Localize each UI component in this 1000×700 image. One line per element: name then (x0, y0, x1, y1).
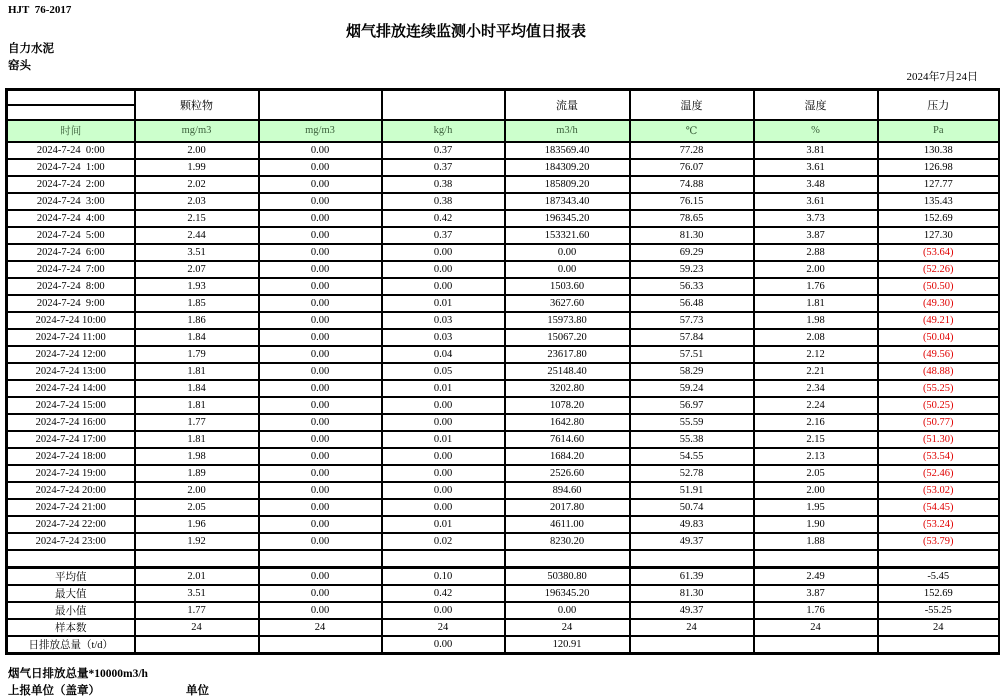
value-cell: (50.50) (878, 278, 1000, 295)
value-cell: (50.25) (878, 397, 1000, 414)
summary-row (7, 568, 1000, 586)
value-cell: (49.21) (878, 312, 1000, 329)
row-label-cell: 2024-7-24 0:00 (7, 142, 135, 159)
summary-row (7, 602, 1000, 619)
row-label-cell: 2024-7-24 21:00 (7, 499, 135, 516)
value-cell: 187343.40 (505, 193, 630, 210)
value-cell: 49.37 (630, 533, 754, 550)
value-cell: 0.01 (382, 431, 505, 448)
value-cell: 81.30 (630, 585, 754, 602)
table-row (7, 533, 1000, 550)
unit-label: 单位 (186, 685, 209, 697)
summary-row (7, 585, 1000, 602)
value-cell (135, 550, 259, 568)
value-cell: 0.00 (259, 380, 382, 397)
table-row (7, 227, 1000, 244)
value-cell: -55.25 (878, 602, 1000, 619)
value-cell: 1.76 (754, 278, 878, 295)
value-cell: 0.00 (259, 244, 382, 261)
value-cell: 1.76 (754, 602, 878, 619)
header-row-top (7, 90, 1000, 105)
value-cell: 2.15 (135, 210, 259, 227)
table-row (7, 312, 1000, 329)
value-cell: 1.81 (135, 363, 259, 380)
table-row (7, 193, 1000, 210)
row-label-cell: 最大值 (7, 585, 135, 602)
value-cell: 24 (505, 619, 630, 636)
unit-time-label: 时间 (7, 120, 135, 142)
row-label-cell: 最小值 (7, 602, 135, 619)
value-cell: 0.00 (259, 363, 382, 380)
value-cell: 15067.20 (505, 329, 630, 346)
value-cell: (53.79) (878, 533, 1000, 550)
row-label-cell: 2024-7-24 16:00 (7, 414, 135, 431)
table-row (7, 482, 1000, 499)
value-cell: 1.98 (135, 448, 259, 465)
value-cell: 0.02 (382, 533, 505, 550)
row-label-cell: 2024-7-24 14:00 (7, 380, 135, 397)
value-cell: (50.04) (878, 329, 1000, 346)
value-cell: 0.00 (259, 602, 382, 619)
row-label-cell: 2024-7-24 19:00 (7, 465, 135, 482)
row-label-cell: 日排放总量（t/d） (7, 636, 135, 654)
value-cell: 69.29 (630, 244, 754, 261)
value-cell: 3.87 (754, 585, 878, 602)
footnote-flow-total: 烟气日排放总量*10000m3/h (8, 668, 148, 680)
unit-percent: % (754, 120, 878, 142)
value-cell (754, 636, 878, 654)
row-label-cell: 平均值 (7, 568, 135, 586)
value-cell: 0.00 (382, 448, 505, 465)
value-cell: 55.38 (630, 431, 754, 448)
value-cell: 0.00 (505, 244, 630, 261)
header-blank-col3 (259, 90, 382, 120)
table-row (7, 346, 1000, 363)
value-cell: 0.00 (259, 278, 382, 295)
row-label-cell: 2024-7-24 4:00 (7, 210, 135, 227)
value-cell: 57.84 (630, 329, 754, 346)
unit-pa: Pa (878, 120, 1000, 142)
value-cell: 0.05 (382, 363, 505, 380)
value-cell: 1.96 (135, 516, 259, 533)
value-cell: 2017.80 (505, 499, 630, 516)
header-pressure: 压力 (878, 90, 1000, 120)
value-cell: 0.00 (259, 431, 382, 448)
units-row (7, 120, 1000, 142)
value-cell: (53.02) (878, 482, 1000, 499)
value-cell: 1.92 (135, 533, 259, 550)
value-cell: 24 (135, 619, 259, 636)
spacer-row (7, 550, 1000, 568)
value-cell: (52.26) (878, 261, 1000, 278)
table-body (7, 142, 1000, 654)
table-row (7, 431, 1000, 448)
value-cell (259, 636, 382, 654)
value-cell: 55.59 (630, 414, 754, 431)
unit-m3-h: m3/h (505, 120, 630, 142)
table-row (7, 363, 1000, 380)
value-cell (630, 636, 754, 654)
value-cell: 2.49 (754, 568, 878, 586)
value-cell: 1.81 (135, 397, 259, 414)
value-cell: 120.91 (505, 636, 630, 654)
value-cell: 0.00 (382, 397, 505, 414)
value-cell (754, 550, 878, 568)
header-blank-col4 (382, 90, 505, 120)
value-cell: 183569.40 (505, 142, 630, 159)
value-cell: 0.00 (382, 636, 505, 654)
value-cell: 0.42 (382, 210, 505, 227)
unit-mg-m3-2: mg/m3 (259, 120, 382, 142)
value-cell: 0.00 (259, 465, 382, 482)
value-cell: 1.81 (135, 431, 259, 448)
row-label-cell: 2024-7-24 12:00 (7, 346, 135, 363)
value-cell: 1.90 (754, 516, 878, 533)
value-cell: 52.78 (630, 465, 754, 482)
value-cell: (53.64) (878, 244, 1000, 261)
value-cell (878, 550, 1000, 568)
value-cell (878, 636, 1000, 654)
value-cell: 152.69 (878, 210, 1000, 227)
table-row (7, 397, 1000, 414)
table-row (7, 142, 1000, 159)
table-row (7, 176, 1000, 193)
value-cell: 0.00 (259, 346, 382, 363)
value-cell: 0.00 (259, 176, 382, 193)
value-cell: 81.30 (630, 227, 754, 244)
unit-celsius: ℃ (630, 120, 754, 142)
value-cell: 24 (754, 619, 878, 636)
value-cell: 0.37 (382, 142, 505, 159)
value-cell: 3.61 (754, 159, 878, 176)
value-cell: 1078.20 (505, 397, 630, 414)
value-cell: 127.77 (878, 176, 1000, 193)
value-cell: (53.54) (878, 448, 1000, 465)
row-label-cell: 2024-7-24 18:00 (7, 448, 135, 465)
header-flow: 流量 (505, 90, 630, 120)
value-cell: 0.00 (259, 261, 382, 278)
row-label-cell: 2024-7-24 9:00 (7, 295, 135, 312)
value-cell: 2526.60 (505, 465, 630, 482)
row-label-cell: 2024-7-24 10:00 (7, 312, 135, 329)
value-cell: 2.05 (135, 499, 259, 516)
value-cell: (53.24) (878, 516, 1000, 533)
value-cell: 23617.80 (505, 346, 630, 363)
table-row (7, 295, 1000, 312)
value-cell: 49.37 (630, 602, 754, 619)
value-cell: 1.88 (754, 533, 878, 550)
row-label-cell: 2024-7-24 7:00 (7, 261, 135, 278)
reporting-org-label: 上报单位（盖章） (8, 685, 100, 697)
standard-code: HJT 76-2017 (8, 4, 72, 16)
value-cell: 894.60 (505, 482, 630, 499)
value-cell: 76.07 (630, 159, 754, 176)
row-label-cell: 2024-7-24 6:00 (7, 244, 135, 261)
value-cell: 24 (382, 619, 505, 636)
value-cell: 135.43 (878, 193, 1000, 210)
value-cell: 0.00 (259, 397, 382, 414)
row-label-cell: 2024-7-24 8:00 (7, 278, 135, 295)
row-label-cell: 2024-7-24 22:00 (7, 516, 135, 533)
value-cell: 2.24 (754, 397, 878, 414)
value-cell: 2.00 (135, 142, 259, 159)
value-cell: 3627.60 (505, 295, 630, 312)
value-cell: 196345.20 (505, 210, 630, 227)
value-cell: 2.15 (754, 431, 878, 448)
value-cell: 0.42 (382, 585, 505, 602)
value-cell: 58.29 (630, 363, 754, 380)
value-cell: 77.28 (630, 142, 754, 159)
value-cell: 57.51 (630, 346, 754, 363)
table-row (7, 414, 1000, 431)
value-cell: 50.74 (630, 499, 754, 516)
value-cell: 2.03 (135, 193, 259, 210)
summary-row (7, 636, 1000, 654)
value-cell: 56.97 (630, 397, 754, 414)
value-cell: 0.38 (382, 193, 505, 210)
value-cell: 56.48 (630, 295, 754, 312)
value-cell: 8230.20 (505, 533, 630, 550)
row-label-cell: 2024-7-24 1:00 (7, 159, 135, 176)
row-label-cell: 2024-7-24 23:00 (7, 533, 135, 550)
value-cell: 3202.80 (505, 380, 630, 397)
value-cell: 76.15 (630, 193, 754, 210)
value-cell: 2.13 (754, 448, 878, 465)
value-cell: 0.00 (382, 482, 505, 499)
value-cell: (50.77) (878, 414, 1000, 431)
value-cell: 1.79 (135, 346, 259, 363)
value-cell: 2.44 (135, 227, 259, 244)
value-cell: 0.00 (259, 210, 382, 227)
value-cell: 3.87 (754, 227, 878, 244)
value-cell: 50380.80 (505, 568, 630, 586)
value-cell: 56.33 (630, 278, 754, 295)
value-cell: 0.00 (259, 312, 382, 329)
value-cell: 1.98 (754, 312, 878, 329)
row-label-cell: 2024-7-24 13:00 (7, 363, 135, 380)
value-cell: 49.83 (630, 516, 754, 533)
value-cell: 3.81 (754, 142, 878, 159)
value-cell: 1.89 (135, 465, 259, 482)
value-cell: 1.85 (135, 295, 259, 312)
value-cell: -5.45 (878, 568, 1000, 586)
monitor-point-name: 窑头 (8, 60, 31, 72)
value-cell: 0.00 (382, 499, 505, 516)
company-name: 自力水泥 (8, 43, 54, 55)
value-cell: (48.88) (878, 363, 1000, 380)
value-cell: 0.00 (259, 482, 382, 499)
row-label-cell: 2024-7-24 11:00 (7, 329, 135, 346)
table-row (7, 261, 1000, 278)
header-empty-top-cell (7, 90, 135, 105)
value-cell: 1503.60 (505, 278, 630, 295)
value-cell: 3.73 (754, 210, 878, 227)
value-cell: 0.00 (382, 278, 505, 295)
value-cell: 2.05 (754, 465, 878, 482)
value-cell: 0.00 (505, 261, 630, 278)
value-cell: 2.07 (135, 261, 259, 278)
value-cell: (49.30) (878, 295, 1000, 312)
value-cell (135, 636, 259, 654)
value-cell: 0.01 (382, 380, 505, 397)
value-cell: 1.77 (135, 414, 259, 431)
value-cell: 0.00 (505, 602, 630, 619)
value-cell: 24 (630, 619, 754, 636)
value-cell: 0.00 (259, 585, 382, 602)
value-cell: 7614.60 (505, 431, 630, 448)
report-table (5, 88, 1000, 655)
value-cell: 0.01 (382, 295, 505, 312)
value-cell: 0.00 (259, 295, 382, 312)
unit-kg-h: kg/h (382, 120, 505, 142)
value-cell: 185809.20 (505, 176, 630, 193)
value-cell: 1.81 (754, 295, 878, 312)
value-cell: (55.25) (878, 380, 1000, 397)
unit-mg-m3-1: mg/m3 (135, 120, 259, 142)
value-cell (630, 550, 754, 568)
table-row (7, 499, 1000, 516)
header-particulate: 颗粒物 (135, 90, 259, 120)
value-cell (259, 550, 382, 568)
header-humidity: 湿度 (754, 90, 878, 120)
header-empty-bottom-cell (7, 105, 135, 120)
value-cell: 59.24 (630, 380, 754, 397)
value-cell: 0.00 (259, 499, 382, 516)
value-cell: 0.00 (259, 193, 382, 210)
value-cell: 152.69 (878, 585, 1000, 602)
row-label-cell: 2024-7-24 20:00 (7, 482, 135, 499)
table-row (7, 210, 1000, 227)
value-cell: 1.84 (135, 329, 259, 346)
value-cell: 0.01 (382, 516, 505, 533)
value-cell: 74.88 (630, 176, 754, 193)
value-cell: 0.38 (382, 176, 505, 193)
value-cell: 196345.20 (505, 585, 630, 602)
table-row (7, 329, 1000, 346)
summary-row (7, 619, 1000, 636)
value-cell: (51.30) (878, 431, 1000, 448)
value-cell: 0.00 (382, 244, 505, 261)
value-cell: 0.00 (382, 465, 505, 482)
value-cell: (52.46) (878, 465, 1000, 482)
value-cell: 153321.60 (505, 227, 630, 244)
value-cell: 0.10 (382, 568, 505, 586)
value-cell: 4611.00 (505, 516, 630, 533)
value-cell: 0.04 (382, 346, 505, 363)
value-cell: 126.98 (878, 159, 1000, 176)
value-cell: 1.95 (754, 499, 878, 516)
row-label-cell: 2024-7-24 15:00 (7, 397, 135, 414)
value-cell: 1684.20 (505, 448, 630, 465)
value-cell: 0.00 (259, 414, 382, 431)
value-cell: 0.00 (259, 227, 382, 244)
value-cell (505, 550, 630, 568)
value-cell: 0.00 (259, 142, 382, 159)
value-cell: 130.38 (878, 142, 1000, 159)
value-cell: 2.34 (754, 380, 878, 397)
value-cell: 0.00 (259, 533, 382, 550)
report-title: 烟气排放连续监测小时平均值日报表 (345, 24, 586, 40)
value-cell: 1.77 (135, 602, 259, 619)
header-temperature: 温度 (630, 90, 754, 120)
value-cell: 3.51 (135, 585, 259, 602)
table-row (7, 380, 1000, 397)
value-cell: 54.55 (630, 448, 754, 465)
row-label-cell: 2024-7-24 5:00 (7, 227, 135, 244)
value-cell: 0.00 (259, 516, 382, 533)
value-cell: 0.00 (259, 329, 382, 346)
value-cell: 2.00 (135, 482, 259, 499)
value-cell: 184309.20 (505, 159, 630, 176)
value-cell: 2.00 (754, 482, 878, 499)
value-cell: 3.51 (135, 244, 259, 261)
value-cell: 0.00 (259, 159, 382, 176)
value-cell: 2.00 (754, 261, 878, 278)
row-label-cell: 2024-7-24 17:00 (7, 431, 135, 448)
value-cell: 1.93 (135, 278, 259, 295)
value-cell: 15973.80 (505, 312, 630, 329)
value-cell: 2.01 (135, 568, 259, 586)
value-cell: 0.03 (382, 329, 505, 346)
row-label-cell: 样本数 (7, 619, 135, 636)
report-date: 2024年7月24日 (906, 71, 978, 83)
value-cell: 0.00 (382, 602, 505, 619)
value-cell: 24 (878, 619, 1000, 636)
value-cell: (49.56) (878, 346, 1000, 363)
value-cell: 57.73 (630, 312, 754, 329)
value-cell: 61.39 (630, 568, 754, 586)
value-cell: 0.00 (259, 448, 382, 465)
value-cell: 2.12 (754, 346, 878, 363)
value-cell: 0.00 (382, 261, 505, 278)
row-label-cell (7, 550, 135, 568)
value-cell: 2.02 (135, 176, 259, 193)
table-row (7, 159, 1000, 176)
value-cell: 51.91 (630, 482, 754, 499)
table-row (7, 465, 1000, 482)
row-label-cell: 2024-7-24 3:00 (7, 193, 135, 210)
value-cell: 0.37 (382, 159, 505, 176)
value-cell: 0.37 (382, 227, 505, 244)
value-cell: 2.21 (754, 363, 878, 380)
value-cell: 1.86 (135, 312, 259, 329)
value-cell: 0.00 (259, 568, 382, 586)
table-row (7, 244, 1000, 261)
value-cell: 25148.40 (505, 363, 630, 380)
value-cell: 2.08 (754, 329, 878, 346)
value-cell: 24 (259, 619, 382, 636)
value-cell: 127.30 (878, 227, 1000, 244)
value-cell: 2.88 (754, 244, 878, 261)
value-cell: 59.23 (630, 261, 754, 278)
value-cell: 0.03 (382, 312, 505, 329)
value-cell: 1.84 (135, 380, 259, 397)
value-cell (382, 550, 505, 568)
value-cell: 2.16 (754, 414, 878, 431)
value-cell: 0.00 (382, 414, 505, 431)
value-cell: 3.48 (754, 176, 878, 193)
table-row (7, 448, 1000, 465)
value-cell: (54.45) (878, 499, 1000, 516)
value-cell: 1.99 (135, 159, 259, 176)
value-cell: 1642.80 (505, 414, 630, 431)
table-row (7, 516, 1000, 533)
value-cell: 78.65 (630, 210, 754, 227)
value-cell: 3.61 (754, 193, 878, 210)
row-label-cell: 2024-7-24 2:00 (7, 176, 135, 193)
table-row (7, 278, 1000, 295)
